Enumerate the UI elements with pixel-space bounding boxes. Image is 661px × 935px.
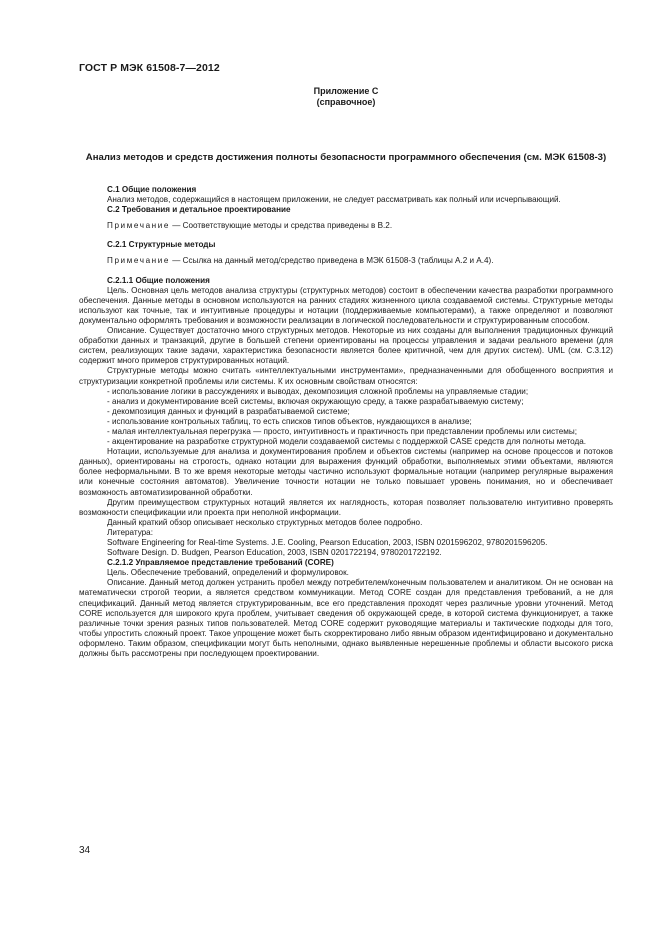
note-text: — Ссылка на данный метод/средство приведена в МЭК 61508-3 (таблицы А.2 и А.4). xyxy=(170,256,494,266)
section-c212-heading: С.2.1.2 Управляемое представление требований (CORE) xyxy=(107,558,334,568)
reference-item: Software Design. D. Budgen, Pearson Education, 2003, ISBN 0201722194, 9780201722192. xyxy=(107,548,442,558)
section-c21-heading: С.2.1 Структурные методы xyxy=(107,240,216,250)
list-item: - использование логики в рассуждениях и выводах, декомпозиция сложной проблемы на управляемые стадии; xyxy=(107,386,529,396)
paragraph-advantage: Другим преимуществом структурных нотаций является их наглядность, которая позволяет пользователю интуитивно проверять возможности спецификации или проекта при неполной информации. xyxy=(79,497,613,517)
note-text: — Соответствующие методы и средства приведены в В.2. xyxy=(170,221,393,231)
list-item: - анализ и документирование всей системы, включая окружающую среду, а также разрабатываемую систему; xyxy=(107,396,524,406)
list-item: - использование контрольных таблиц, то есть списков типов объектов, нуждающихся в анализе; xyxy=(107,416,472,426)
list-item: - малая интеллектуальная перегрузка — просто, интуитивность и практичность при представлении проблемы или системы; xyxy=(107,426,577,436)
section-c1-heading: С.1 Общие положения xyxy=(107,185,197,194)
paragraph-core-description: Описание. Данный метод должен устранить пробел между потребителем/конечным пользователем и аналитиком. Он не основан на математически строгой теории, а является средством коммуникации. Метод CORE создан для представления требований, а не для спецификаций. Данный метод является структурированным, все его представления проходят через различные уровни уточнений. Метод CORE используется для широкого круга проблем, учитывает сведения об окружающей среде, в которой система функционирует, а также различные точки зрения разных типов пользователей. Метод CORE содержит руководящие материалы и тактические подходы для того, чтобы упростить сложный проект. Такое упрощение может быть скорректировано либо явным образом идентифицировано и документально оформлено. Таким образом, спецификации могут быть неполными, однако выявленные нерешенные проблемы и области высокого риска должны быть рассмотрены при последующем проектировании. xyxy=(79,578,613,659)
standard-header: ГОСТ Р МЭК 61508-7—2012 xyxy=(79,62,220,74)
paragraph-notations: Нотации, используемые для анализа и документирования проблем и объектов системы (например на основе процессов и потоков данных), ориентированы на строгость, однако нотации для выражения функций обработки, выполняемых этими объектами, являются более неформальными. В то же время некоторые методы частично используют формальные нотации (например регулярные выражения или конечные состояния автоматов). Увеличение точности нотации не только повышает уровень понимания, но и обеспечивает возможность автоматизированной обработки. xyxy=(79,447,613,497)
note-label: Примечание xyxy=(107,256,171,266)
section-c1-text: Анализ методов, содержащийся в настоящем приложении, не следует рассматривать как полный или исчерпывающий. xyxy=(107,195,561,205)
section-c2-note xyxy=(79,221,613,231)
paragraph-intellectual-tools: Структурные методы можно считать «интеллектуальными инструментами», предназначенными для обобщенного восприятия и структуризации конкретной проблемы или системы. К их основным свойствам относятся: xyxy=(79,366,613,386)
section-c211-heading: С.2.1.1 Общие положения xyxy=(107,275,210,285)
note-label: Примечание xyxy=(107,221,171,231)
annex-heading xyxy=(0,86,661,108)
page-number: 34 xyxy=(79,845,91,856)
section-c21-note xyxy=(79,256,613,266)
paragraph-description: Описание. Существует достаточно много структурных методов. Некоторые из них созданы для выполнения традиционных функций обработки данных и транзакций, другие в большей степени ориентированы на процессы управления и задачи реального времени (для систем, реализующих такие задачи, характеристика безопасности является более критичной, чем для других систем). UML (см. С.3.12) содержит много примеров структурированных нотаций. xyxy=(79,326,613,366)
list-item: - акцентирование на разработке структурной модели создаваемой системы с поддержкой CASE средств для полноты метода. xyxy=(107,437,587,447)
paragraph-goal: Цель. Основная цель методов анализа структуры (структурных методов) состоит в обеспечении качества разработки программного обеспечения. Данные методы в основном используются на ранних стадиях жизненного цикла создаваемой системы. Структурные методы используют как точные, так и интуитивные процедуры и нотации (поддерживаемые компьютерами), а также определяют и позволяют документально оформлять требования и возможности реализации в логической последовательности и структурированным способом. xyxy=(79,285,613,325)
paragraph-review: Данный краткий обзор описывает несколько структурных методов более подробно. xyxy=(107,517,423,527)
reference-item: Software Engineering for Real-time Systems. J.E. Cooling, Pearson Education, 2003, ISBN 0201596202, 9780201596205. xyxy=(107,538,548,547)
literature-label: Литература: xyxy=(107,527,153,537)
paragraph-core-goal: Цель. Обеспечение требований, определений и формулировок. xyxy=(107,568,349,578)
annex-subtitle: (справочное) xyxy=(316,97,376,107)
main-title: Анализ методов и средств достижения полноты безопасности программного обеспечения (см. МЭК 61508-3) xyxy=(85,152,607,163)
section-c2-heading: С.2 Требования и детальное проектирование xyxy=(107,205,291,215)
annex-title: Приложение С xyxy=(313,86,379,96)
document-body xyxy=(79,185,613,659)
list-item: - декомпозиция данных и функций в разрабатываемой системе; xyxy=(107,406,350,416)
